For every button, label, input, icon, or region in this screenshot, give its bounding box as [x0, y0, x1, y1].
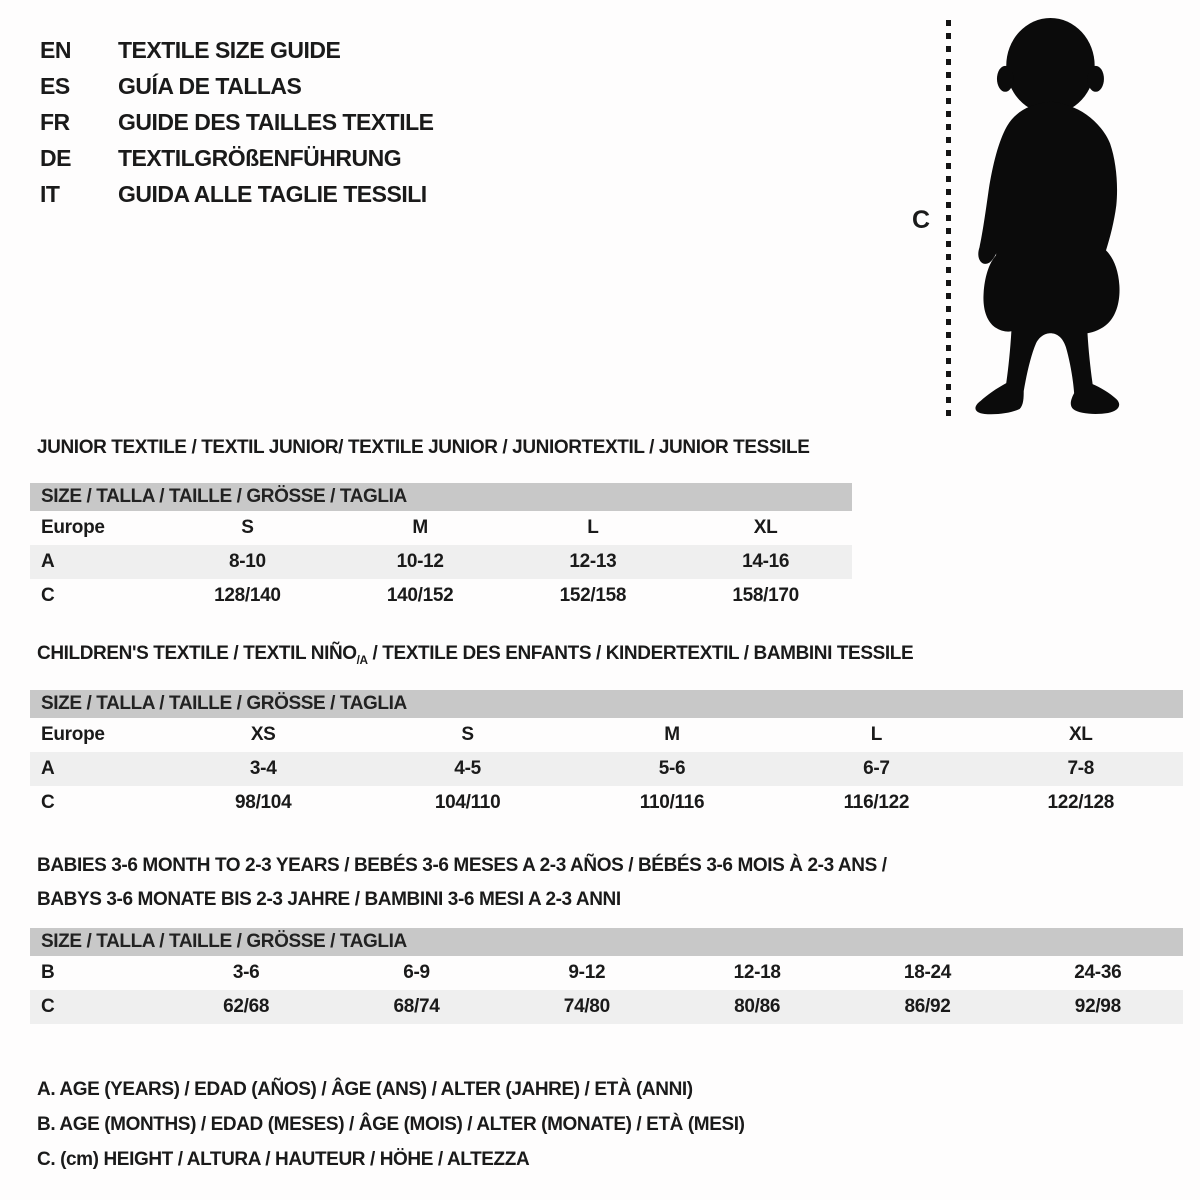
size-cell: 9-12 [568, 962, 606, 983]
lang-code: EN [40, 36, 71, 63]
lang-code: DE [40, 144, 71, 171]
size-cell: 68/74 [393, 996, 440, 1017]
size-cell: M [664, 724, 680, 745]
junior-table [30, 511, 852, 613]
lang-row-en [40, 32, 434, 68]
lang-title: GUIDA ALLE TAGLIE TESSILI [118, 180, 427, 207]
size-cell: M [412, 517, 428, 538]
size-cell: 3-4 [249, 758, 277, 779]
size-cell: 116/122 [843, 792, 910, 813]
babies-size-table [30, 928, 1183, 1024]
size-row [30, 579, 852, 613]
size-row [30, 956, 1183, 990]
lang-row-de [40, 140, 434, 176]
row-label: Europe [41, 517, 105, 538]
size-cell: 6-7 [863, 758, 890, 779]
lang-title: GUIDE DES TAILLES TEXTILE [118, 108, 434, 135]
row-label: C [41, 585, 55, 606]
junior-size-table [30, 483, 852, 613]
size-cell: 80/86 [734, 996, 781, 1017]
size-cell: 110/116 [639, 792, 705, 813]
size-cell: 8-10 [228, 551, 266, 572]
lang-row-fr [40, 104, 434, 140]
size-cell: 74/80 [563, 996, 610, 1017]
row-label: A [41, 758, 55, 779]
silhouette-ear-left [997, 66, 1013, 92]
silhouette-head [1006, 18, 1094, 114]
size-cell: S [461, 724, 474, 745]
size-cell: 18-24 [903, 962, 952, 983]
size-cell: 6-9 [403, 962, 430, 983]
footnote-b: B. AGE (MONTHS) / EDAD (MESES) / ÂGE (MOIS) / ALTER (MONATE) / ETÀ (MESI) [37, 1114, 745, 1135]
lang-code: IT [40, 180, 60, 207]
size-cell: 10-12 [396, 551, 444, 572]
lang-code: ES [40, 72, 70, 99]
size-cell: 158/170 [732, 585, 799, 606]
size-row [30, 786, 1183, 820]
row-label: B [41, 962, 55, 983]
lang-row-es [40, 68, 434, 104]
size-cell: 24-36 [1074, 962, 1122, 983]
silhouette-ear-right [1087, 66, 1103, 92]
size-cell: 5-6 [658, 758, 686, 779]
row-label: C [41, 996, 55, 1017]
row-label: Europe [41, 724, 105, 745]
legend-footnotes [37, 1072, 745, 1177]
size-cell: XL [1068, 724, 1093, 745]
lang-code: FR [40, 108, 70, 135]
size-cell: 3-6 [232, 962, 260, 983]
size-cell: XS [250, 724, 276, 745]
size-header-bar: SIZE / TALLA / TAILLE / GRÖSSE / TAGLIA [30, 928, 1183, 956]
size-row [30, 990, 1183, 1024]
size-cell: S [241, 517, 254, 538]
size-cell: 104/110 [434, 792, 501, 813]
lang-title: TEXTILGRÖßENFÜHRUNG [118, 144, 402, 171]
size-cell: 7-8 [1067, 758, 1095, 779]
babies-table [30, 956, 1183, 1024]
babies-heading-line2: BABYS 3-6 MONATE BIS 2-3 JAHRE / BAMBINI 3-6 MESI A 2-3 ANNI [37, 889, 621, 910]
size-cell: L [587, 517, 599, 538]
size-cell: 140/152 [386, 585, 454, 606]
size-cell: 86/92 [904, 996, 951, 1017]
height-marker-label: C [912, 206, 931, 234]
height-measure-dashed-line [946, 20, 951, 416]
size-row [30, 511, 852, 545]
size-cell: 14-16 [742, 551, 790, 572]
silhouette-body [975, 102, 1119, 414]
size-cell: 4-5 [454, 758, 481, 779]
size-cell: 12-13 [569, 551, 617, 572]
row-label: C [41, 792, 55, 813]
lang-title: GUÍA DE TALLAS [118, 72, 302, 99]
lang-title: TEXTILE SIZE GUIDE [118, 36, 341, 63]
size-row [30, 545, 852, 579]
size-cell: 128/140 [214, 585, 281, 606]
size-cell: 62/68 [223, 996, 270, 1017]
babies-section-heading [37, 849, 887, 917]
children-heading-text: CHILDREN'S TEXTILE / TEXTIL NIÑO [37, 643, 357, 664]
size-header-bar: SIZE / TALLA / TAILLE / GRÖSSE / TAGLIA [30, 483, 852, 511]
footnote-a: A. AGE (YEARS) / EDAD (AÑOS) / ÂGE (ANS) / ALTER (JAHRE) / ETÀ (ANNI) [37, 1079, 693, 1100]
babies-heading-line1: BABIES 3-6 MONTH TO 2-3 YEARS / BEBÉS 3-6 MESES A 2-3 AÑOS / BÉBÉS 3-6 MOIS À 2-3 ANS / [37, 855, 887, 876]
children-size-table [30, 690, 1183, 820]
size-cell: 92/98 [1074, 996, 1121, 1017]
size-row [30, 752, 1183, 786]
lang-row-it [40, 176, 434, 212]
children-section-heading [37, 643, 913, 667]
junior-section-heading: JUNIOR TEXTILE / TEXTIL JUNIOR/ TEXTILE JUNIOR / JUNIORTEXTIL / JUNIOR TESSILE [37, 437, 810, 458]
row-label: A [41, 551, 55, 572]
size-header-bar: SIZE / TALLA / TAILLE / GRÖSSE / TAGLIA [30, 690, 1183, 718]
size-cell: 98/104 [235, 792, 292, 813]
size-cell: 12-18 [733, 962, 781, 983]
size-cell: 152/158 [559, 585, 627, 606]
size-cell: 122/128 [1047, 792, 1115, 813]
size-row [30, 718, 1183, 752]
footnote-c: C. (cm) HEIGHT / ALTURA / HAUTEUR / HÖHE / ALTEZZA [37, 1149, 530, 1170]
size-cell: XL [753, 517, 778, 538]
children-table [30, 718, 1183, 820]
children-heading-subscript: /A [356, 653, 368, 667]
children-heading-text: / TEXTILE DES ENFANTS / KINDERTEXTIL / BAMBINI TESSILE [367, 643, 914, 664]
size-cell: L [870, 724, 883, 745]
language-title-list [40, 32, 434, 212]
toddler-silhouette-image [962, 16, 1142, 420]
